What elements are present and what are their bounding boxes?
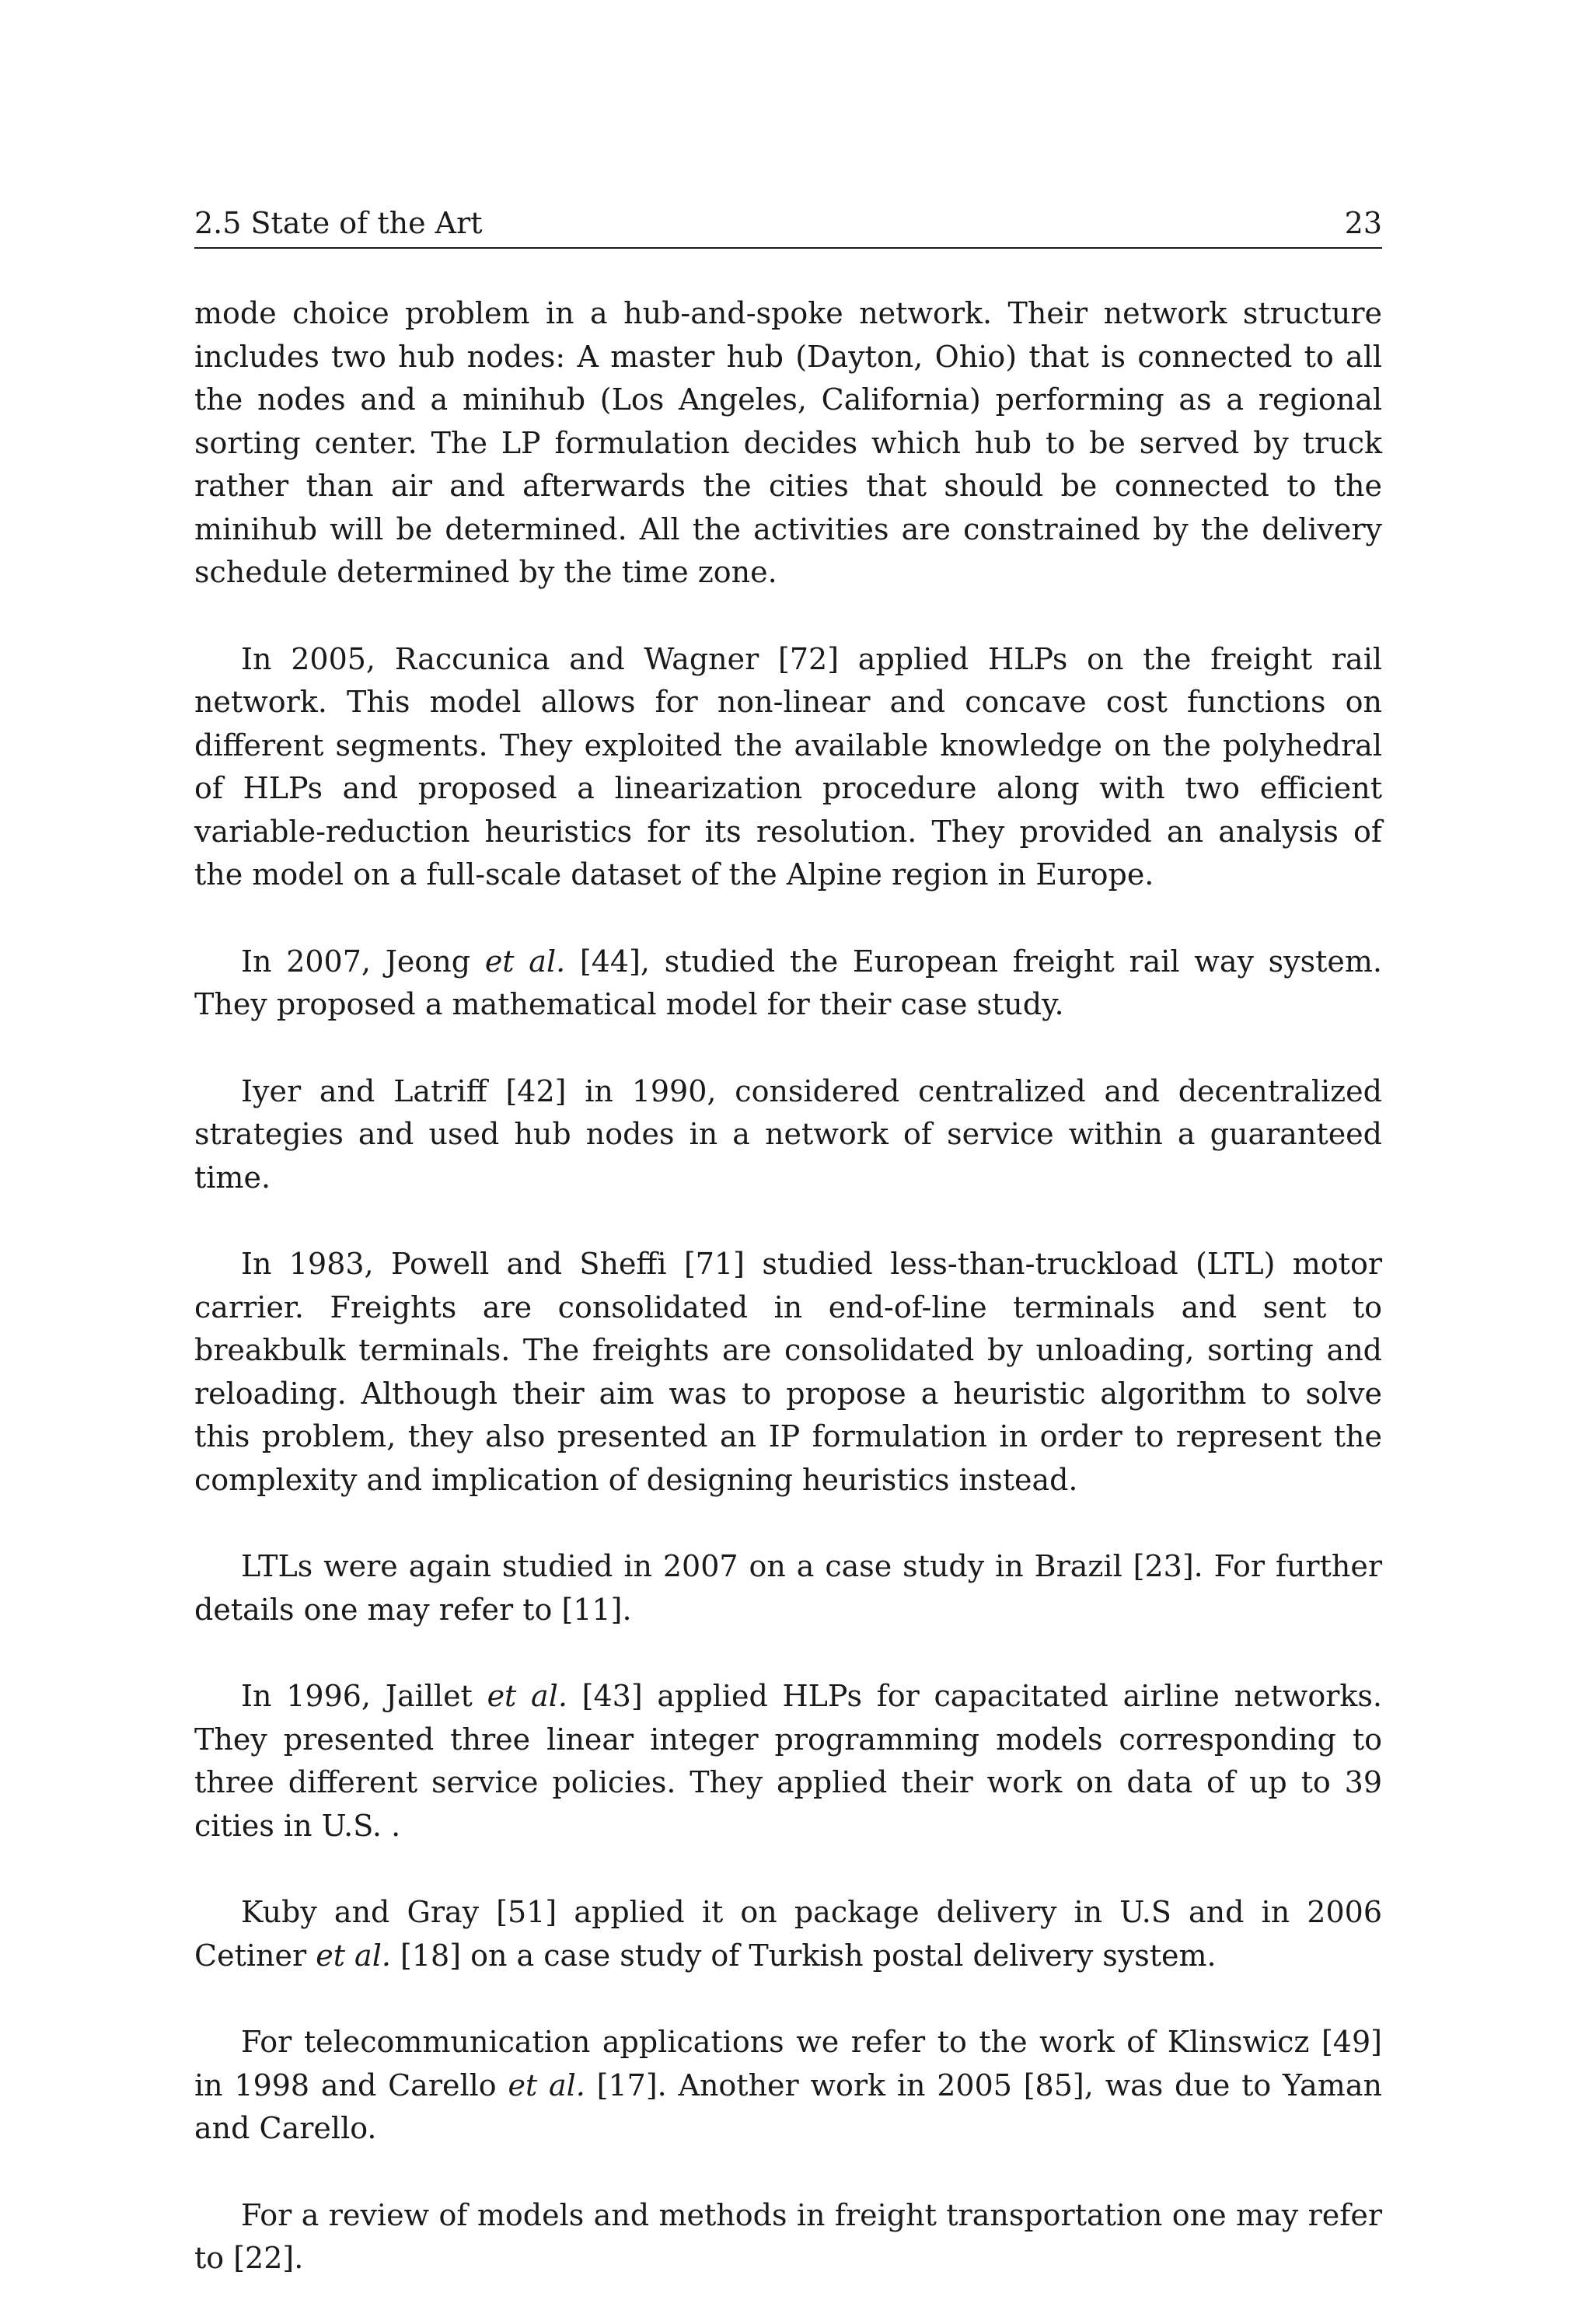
citation-etal: et al. [316,1938,391,1973]
paragraph-text: mode choice problem in a hub-and-spoke network. Their network structure includes two hub nodes: A master hub (Dayton, Ohio) that is connected to all the nodes and a minihub (Los Angeles, California) performing as a regional sorting center. The LP formulation decides which hub to be served by truck rather than air and afterwards the cities that should be connected to the minihub will be determined. All the activities are constrained by the delivery schedule determined by the time zone. [194,296,1382,589]
paragraph-10 [194,2194,1382,2280]
section-title: 2.5 State of the Art [194,206,483,240]
citation-etal: et al. [484,944,566,979]
paragraph-6 [194,1545,1382,1631]
citation-etal: et al. [487,1679,567,1713]
paragraph-text: Kuby and Gray [51] applied it on package delivery in U.S and in 2006 Cetiner [194,1895,1382,1973]
paragraph-9 [194,2021,1382,2151]
paragraph-1 [194,292,1382,595]
paragraph-text: [44], studied the European freight rail way system. They proposed a mathematical model for their case study. [194,944,1383,1021]
page-number: 23 [1344,206,1382,240]
citation-etal: et al. [508,2068,585,2102]
paragraph-4 [194,1070,1382,1200]
paragraph-2 [194,638,1382,897]
paragraph-8 [194,1891,1382,1977]
body-text [194,292,1382,2280]
paragraph-text: In 1983, Powell and Sheffi [71] studied less-than-truckload (LTL) motor carrier. Freights are consolidated in end-of-line terminals and sent to breakbulk terminals. The freights are consolidated by unloading, sorting and reloading. Although their aim was to propose a heuristic algorithm to solve this problem, they also presented an IP formulation in order to represent the complexity and implication of designing heuristics instead. [194,1247,1382,1497]
paragraph-text: LTLs were again studied in 2007 on a case study in Brazil [23]. For further details one may refer to [11]. [194,1549,1382,1627]
paragraph-text: [43] applied HLPs for capacitated airline networks. They presented three linear integer programming models corresponding to three different service policies. They applied their work on data of up to 39 cities in U.S. . [194,1679,1382,1843]
paragraph-7 [194,1675,1382,1848]
page [194,204,1382,2324]
paragraph-3 [194,940,1382,1027]
running-header [194,204,1382,249]
paragraph-text: Iyer and Latriff [42] in 1990, considered centralized and decentralized strategies and used hub nodes in a network of service within a guaranteed time. [194,1073,1382,1195]
paragraph-text: [18] on a case study of Turkish postal delivery system. [390,1938,1217,1973]
paragraph-text: [17]. Another work in 2005 [85], was due to Yaman and Carello. [194,2068,1382,2145]
paragraph-text: In 2005, Raccunica and Wagner [72] applied HLPs on the freight rail network. This model allows for non-linear and concave cost functions on different segments. They exploited the available knowledge on the polyhedral of HLPs and proposed a linearization procedure along with two efficient variable-reduction heuristics for its resolution. They provided an analysis of the model on a full-scale dataset of the Alpine region in Europe. [194,641,1382,892]
paragraph-text: For telecommunication applications we refer to the work of Klinswicz [49] in 1998 and Carello [194,2025,1382,2102]
paragraph-text: For a review of models and methods in freight transportation one may refer to [22]. [194,2197,1382,2275]
paragraph-text: In 2007, Jeong [241,944,485,979]
paragraph-text: In 1996, Jaillet [241,1679,487,1713]
paragraph-5 [194,1243,1382,1502]
